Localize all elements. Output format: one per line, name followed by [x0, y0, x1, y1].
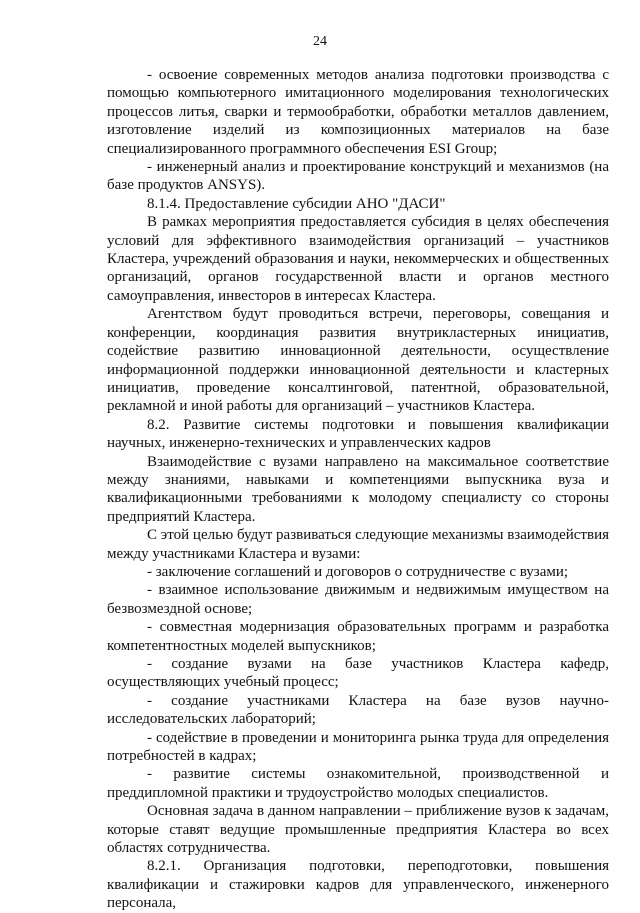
section-heading-8-2-1: 8.2.1. Организация подготовки, переподготовки, повышения квалификации и стажировки кадров для управленческого, инженерного персонала, — [107, 858, 609, 912]
paragraph-mechanisms-intro: С этой целью будут развиваться следующие механизмы взаимодействия между участниками Кластера и вузами: — [107, 527, 609, 562]
list-item-property-use: - взаимное использование движимым и недвижимым имуществом на безвозмездной основе; — [107, 582, 609, 617]
list-item-program-modernization: - совместная модернизация образовательных программ и разработка компетентностных моделей выпускников; — [107, 619, 609, 654]
list-item-departments: - создание вузами на базе участников Кластера кафедр, осуществляющих учебный процесс; — [107, 656, 609, 691]
paragraph-esi-group-bullet: - освоение современных методов анализа подготовки производства с помощью компьютерного имитационного моделирования технологических процессов литья, сварки и термообработки, обработки металлов давлением, изготовление изделий из композиционных материалов на базе специализированного программного обеспечения ESI Group; — [107, 67, 609, 157]
paragraph-agency-activities: Агентством будут проводиться встречи, переговоры, совещания и конференции, координация развития внутрикластерных инициатив, содействие развитию инновационной деятельности, осуществление информационной поддержки инновационной деятельности и кластерных инициатив, проведение консалтинговой, патентной, образовательной, рекламной и иной работы для организаций – участников Кластера. — [107, 306, 609, 415]
paragraph-university-interaction: Взаимодействие с вузами направлено на максимальное соответствие между знаниями, навыками и компетенциями выпускника вуза и квалификационными требованиями к молодому специалисту со стороны предприятий Кластера. — [107, 453, 609, 525]
list-item-laboratories: - создание участниками Кластера на базе вузов научно-исследовательских лабораторий; — [107, 692, 609, 728]
list-item-labor-market: - содействие в проведении и мониторинга рынка труда для определения потребностей в кадрах; — [107, 729, 609, 765]
document-body — [107, 66, 609, 913]
section-heading-8-1-4: 8.1.4. Предоставление субсидии АНО "ДАСИ" — [147, 195, 446, 212]
list-item-practice-employment: - развитие системы ознакомительной, производственной и преддипломной практики и трудоустройство молодых специалистов. — [107, 766, 609, 801]
paragraph-main-task: Основная задача в данном направлении – приближение вузов к задачам, которые ставят ведущие промышленные предприятия Кластера во всех областях сотрудничества. — [107, 803, 609, 857]
paragraph-subsidy-purpose: В рамках мероприятия предоставляется субсидия в целях обеспечения условий для эффективного взаимодействия организаций – участников Кластера, учреждений образования и науки, некоммерческих и общественных организаций, органов государственной власти и органов местного самоуправления, инвесторов в интересах Кластера. — [107, 214, 609, 304]
section-heading-8-2: 8.2. Развитие системы подготовки и повышения квалификации научных, инженерно-технических и управленческих кадров — [107, 416, 609, 452]
page-number: 24 — [313, 34, 327, 49]
list-item-agreements: - заключение соглашений и договоров о сотрудничестве с вузами; — [147, 563, 569, 580]
paragraph-ansys-bullet: - инженерный анализ и проектирование конструкций и механизмов (на базе продуктов ANSYS). — [107, 159, 609, 194]
